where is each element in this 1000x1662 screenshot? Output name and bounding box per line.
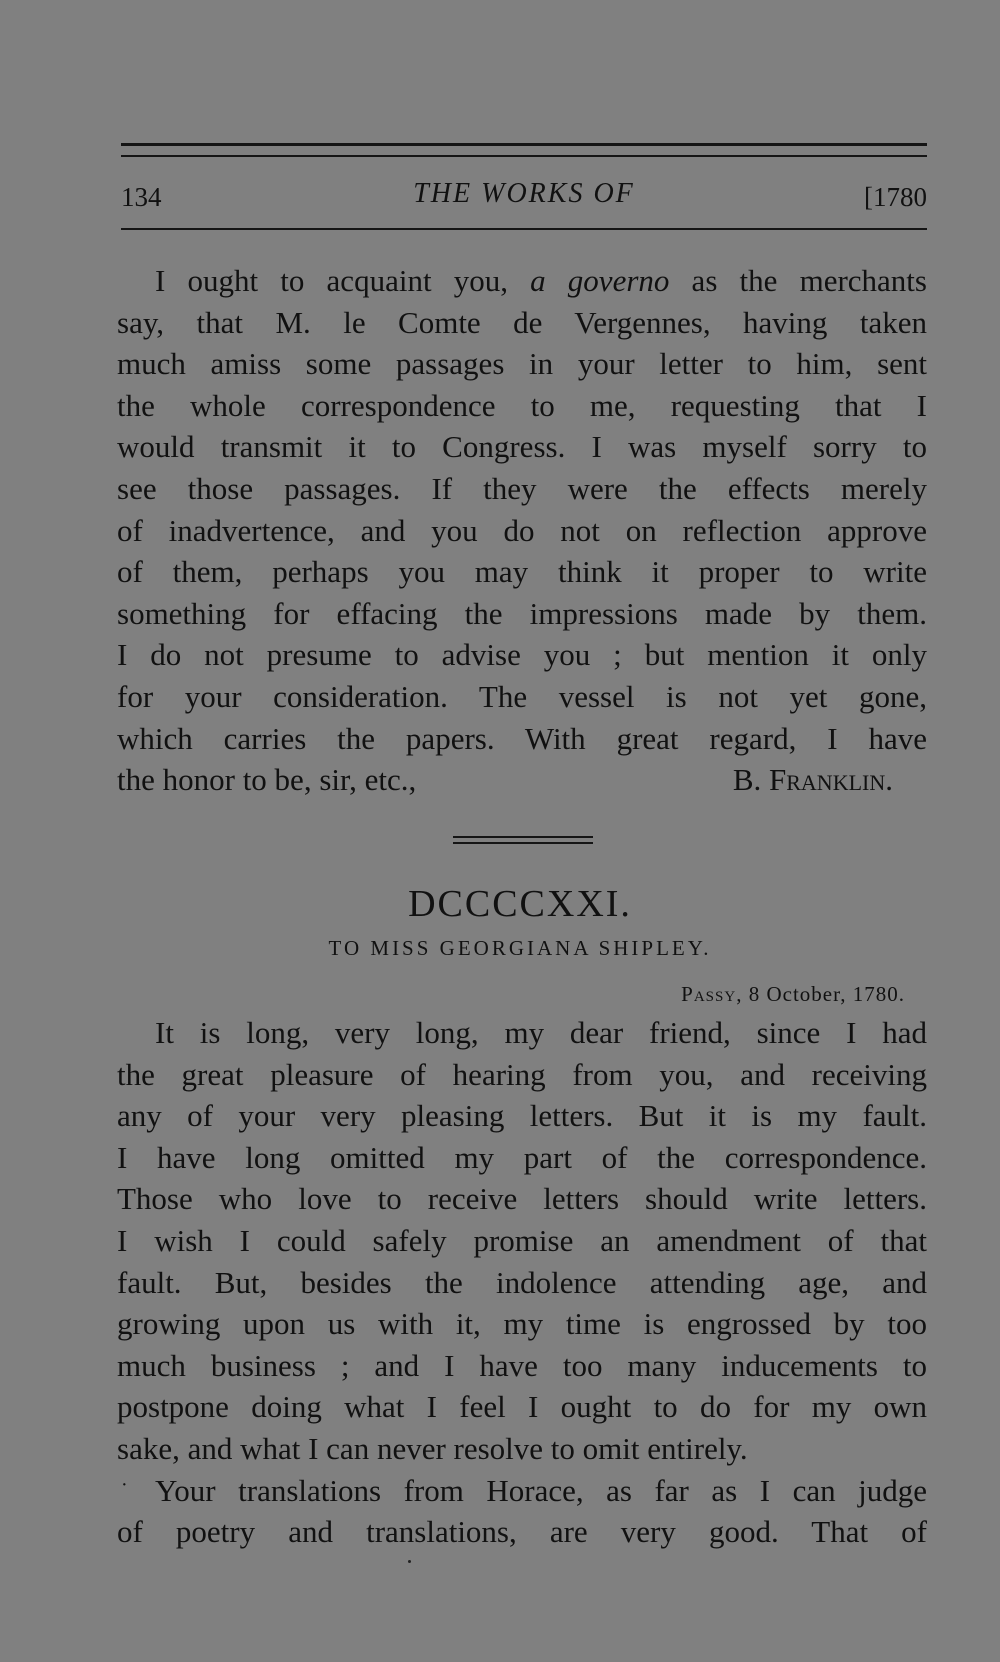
text-line: the whole correspondence to me, requesting that I (117, 387, 927, 423)
running-head (121, 178, 927, 218)
previous-letter-ending (117, 260, 927, 801)
text-line: postpone doing what I feel I ought to do for my own (117, 1389, 927, 1425)
addressee: TO MISS GEORGIANA SHIPLEY. (328, 936, 712, 960)
text-line: much amiss some passages in your letter to him, sent (117, 346, 927, 382)
header-rule-top (121, 143, 927, 146)
text-line: fault. But, besides the indolence attending age, and (117, 1264, 927, 1300)
text-line: any of your very pleasing letters. But it is my fault. (117, 1098, 927, 1134)
text-line: the great pleasure of hearing from you, and receiving (117, 1056, 927, 1092)
text-line: of them, perhaps you may think it proper to write (117, 554, 927, 590)
text-line: say, that M. le Comte de Vergennes, having taken (117, 304, 927, 340)
text-line: I do not presume to advise you ; but mention it only (117, 637, 927, 673)
letter-number: DCCCCXXI. (408, 883, 632, 925)
text-line: something for effacing the impressions made by them. (117, 595, 927, 631)
text-line: for your consideration. The vessel is not yet gone, (117, 678, 927, 714)
dateline-date: 8 October, 1780. (742, 982, 905, 1006)
running-year: [1780 (864, 182, 927, 212)
text-line: see those passages. If they were the effects merely (117, 470, 927, 506)
closing-line (117, 759, 927, 801)
text-line: I ought to acquaint you, a governo as the merchants (155, 263, 927, 298)
margin-mark: · (121, 1474, 128, 1496)
text-line: I wish I could safely promise an amendment of that (117, 1222, 927, 1258)
signature: B. Franklin. (732, 762, 893, 798)
header-rule-bottom (121, 228, 927, 230)
text-line: sake, and what I can never resolve to omit entirely. (117, 1430, 748, 1466)
closing-text: the honor to be, sir, etc., (117, 762, 417, 798)
text-line: Those who love to receive letters should write letters. (117, 1181, 927, 1217)
running-title: THE WORKS OF (413, 178, 635, 209)
text-line: It is long, very long, my dear friend, since I had (155, 1015, 927, 1050)
letter-body (117, 1012, 927, 1553)
dateline-place: Passy, (681, 982, 743, 1006)
text-line: which carries the papers. With great regard, I have (117, 720, 927, 756)
text-line: growing upon us with it, my time is engrossed by too (117, 1306, 927, 1342)
text-line: much business ; and I have too many inducements to (117, 1347, 927, 1383)
text-line: Your translations from Horace, as far as I can judge (155, 1472, 927, 1508)
text-line: I have long omitted my part of the correspondence. (117, 1139, 927, 1175)
italic-phrase: a governo (530, 263, 670, 298)
text-line: would transmit it to Congress. I was myself sorry to (117, 429, 927, 465)
text-line: of poetry and translations, are very good. That of (117, 1514, 927, 1550)
text-line: of inadvertence, and you do not on reflection approve (117, 512, 927, 548)
dateline (681, 982, 905, 1007)
header-rule-second (121, 155, 927, 157)
stray-dot (408, 1560, 411, 1563)
page-number: 134 (121, 182, 162, 212)
